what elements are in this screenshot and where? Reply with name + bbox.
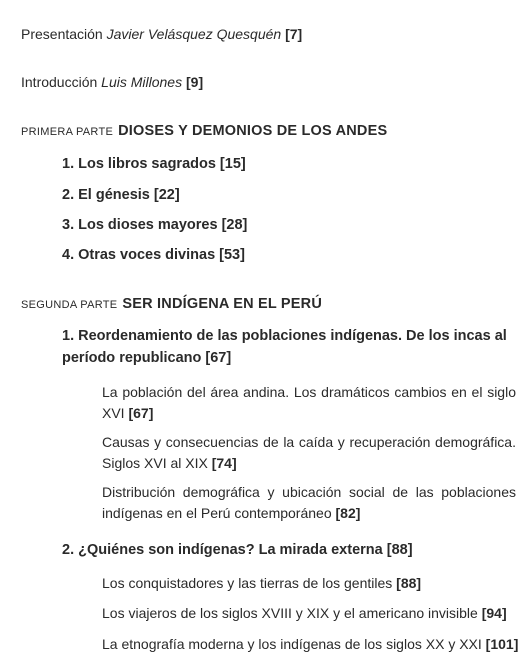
chapter-entry: 3. Los dioses mayores [28] xyxy=(62,217,248,233)
front-entry-introduccion xyxy=(21,74,203,90)
entry-page: [7] xyxy=(285,26,303,42)
part-label: SEGUNDA PARTE xyxy=(21,299,118,311)
section-title: Los viajeros de los siglos XVIII y XIX y el americano invisible xyxy=(102,605,478,621)
section-title: La etnografía moderna y los indígenas de los siglos XX y XXI xyxy=(102,636,482,652)
part-heading-1 xyxy=(21,122,387,139)
entry-label: Introducción xyxy=(21,74,98,90)
entry-label: Presentación xyxy=(21,26,103,42)
front-entry-presentacion xyxy=(21,26,302,42)
section-page: [74] xyxy=(211,455,237,471)
chapter-entry xyxy=(62,542,413,558)
section-title: Los conquistadores y las tierras de los gentiles xyxy=(102,575,393,591)
chapter-page: [67] xyxy=(205,350,232,366)
chapter-page: [88] xyxy=(386,542,413,558)
entry-author: Javier Velásquez Quesquén xyxy=(106,26,282,42)
section-title: Distribución demográfica y ubicación social de las poblaciones indígenas en el Perú contemporáneo xyxy=(102,484,516,521)
chapter-entry: 1. Los libros sagrados [15] xyxy=(62,156,246,172)
section-page: [94] xyxy=(481,605,507,621)
part-heading-2 xyxy=(21,295,322,312)
entry-author: Luis Millones xyxy=(101,74,183,90)
entry-page: [9] xyxy=(186,74,204,90)
section-entry xyxy=(102,634,519,655)
chapter-entry xyxy=(62,325,517,369)
chapter-entry: 2. El génesis [22] xyxy=(62,187,180,203)
section-title: La población del área andina. Los dramáticos cambios en el siglo XVI xyxy=(102,384,516,421)
part-title: DIOSES Y DEMONIOS DE LOS ANDES xyxy=(118,123,388,139)
chapter-title: 1. Reordenamiento de las poblaciones indígenas. De los incas al período republicano xyxy=(62,328,507,366)
section-page: [82] xyxy=(335,505,361,521)
chapter-title: 2. ¿Quiénes son indígenas? La mirada externa xyxy=(62,542,383,558)
chapter-entry: 4. Otras voces divinas [53] xyxy=(62,247,245,263)
section-page: [101] xyxy=(485,636,519,652)
part-title: SER INDÍGENA EN EL PERÚ xyxy=(122,296,322,312)
section-page: [67] xyxy=(128,405,154,421)
section-entry xyxy=(102,603,516,624)
section-entry xyxy=(102,432,516,474)
section-entry xyxy=(102,482,516,524)
part-label: PRIMERA PARTE xyxy=(21,126,114,138)
section-title: Causas y consecuencias de la caída y recuperación demográfica. Siglos XVI al XIX xyxy=(102,434,516,471)
section-page: [88] xyxy=(396,575,422,591)
section-entry xyxy=(102,573,516,594)
section-entry xyxy=(102,382,516,424)
